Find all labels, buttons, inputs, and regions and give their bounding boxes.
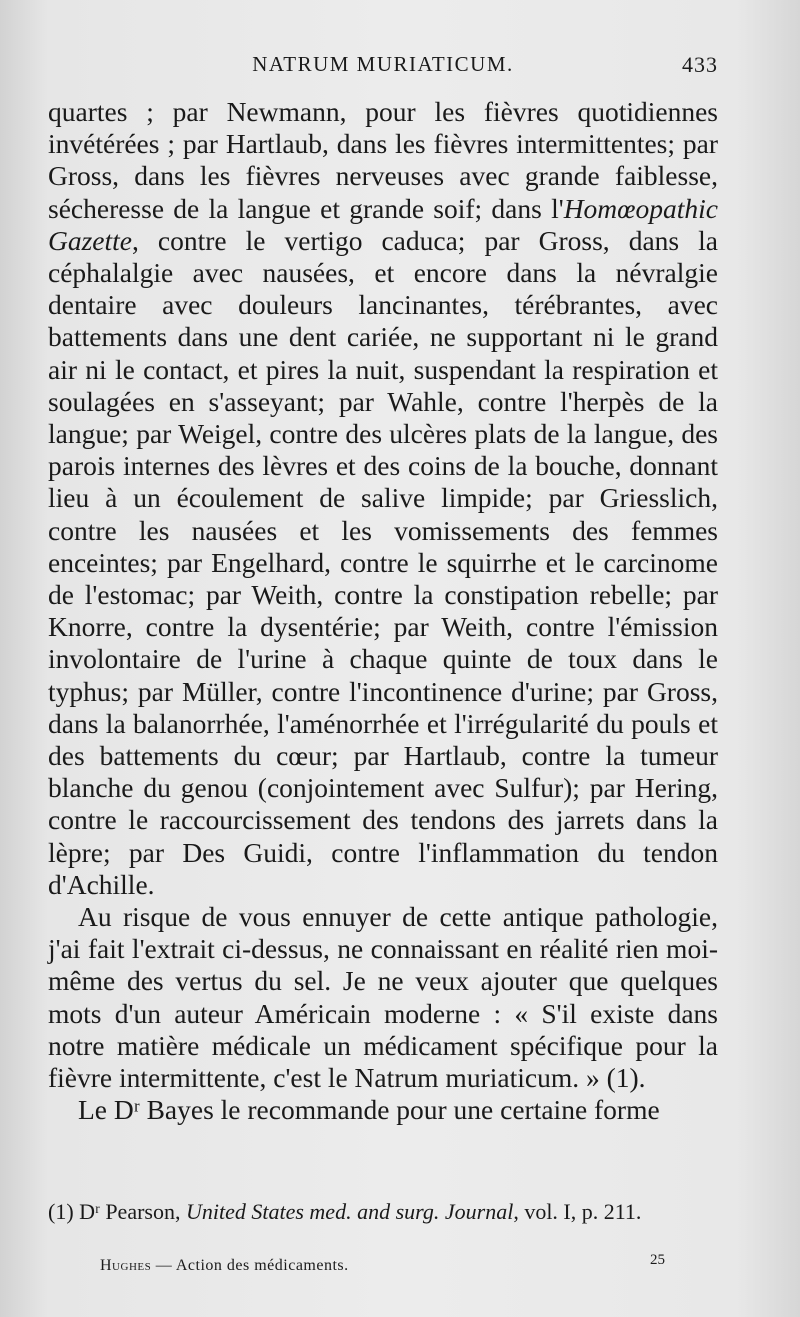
paragraph-1-text-b: , contre le vertigo caduca; par Gross, dans la céphalalgie avec nausées, et encore dans la névralgie dentaire avec douleurs lancinantes, térébrantes, avec battements dans une dent cariée, ne supportant ni le grand air ni le contact, et pires la nuit, suspendant la respiration et soulagées en s'asseyant; par Wahle, contre l'herpès de la langue; par Weigel, contre des ulcères plats de la langue, des parois internes des lèvres et des coins de la bouche, donnant lieu à un écoulement de salive limpide; par Griesslich, contre les nausées et les vomissements des femmes enceintes; par Engelhard, contre le squirrhe et le carcinome de l'estomac; par Weith, contre la constipation rebelle; par Knorre, contre la dysentérie; par Weith, contre l'émission involontaire de l'urine à chaque quinte de toux dans le typhus; par Müller, contre l'incontinence d'urine; par Gross, dans la balanorrhée, l'aménorrhée et l'irrégularité du pouls et des battements du cœur; par Hartlaub, contre la tumeur blanche du genou (conjointement avec Sulfur); par Hering, contre le raccourcissement des tendons des jarrets dans la lèpre; par Des Guidi, contre l'inflammation du tendon d'Achille. bbox=[48, 224, 718, 900]
journal-title: Homœopathic Gazette bbox=[48, 192, 718, 256]
paragraph-3: Le Dʳ Bayes le recommande pour une certaine forme bbox=[78, 1094, 660, 1126]
footnote-tail: , vol. I, p. 211. bbox=[513, 1199, 642, 1224]
signature-work: Action des médicaments. bbox=[175, 1257, 349, 1274]
sheet-number: 25 bbox=[650, 1252, 665, 1268]
signature-dash: — bbox=[151, 1257, 176, 1274]
paragraph-1-text-a: quartes ; par Newmann, pour les fièvres quotidiennes invétérées ; par Hartlaub, dans les fièvres intermittentes; par Gross, dans les fièvres nerveuses avec grande faiblesse, sécheresse de la langue et grande soif; dans l' bbox=[48, 96, 718, 224]
running-head bbox=[48, 52, 718, 84]
page-number: 433 bbox=[682, 52, 718, 77]
footnote-lead: (1) Dʳ Pearson, bbox=[48, 1199, 186, 1224]
body-text bbox=[48, 96, 718, 1127]
printer-signature bbox=[100, 1257, 349, 1275]
paragraph-1 bbox=[48, 96, 718, 901]
running-title: NATRUM MURIATICUM. bbox=[252, 52, 514, 76]
footnote-journal: United States med. and surg. Journal bbox=[185, 1199, 514, 1224]
paragraph-2: Au risque de vous ennuyer de cette antique pathologie, j'ai fait l'extrait ci-dessus, ne connaissant en réalité rien moi-même des vertus du sel. Je ne veux ajouter que quelques mots d'un auteur Américain moderne : « S'il existe dans notre matière médicale un médicament spécifique pour la fièvre intermittente, c'est le Natrum muriaticum. » (1). bbox=[48, 901, 718, 1094]
footnote bbox=[48, 1198, 718, 1226]
signature-author: Hughes bbox=[100, 1257, 152, 1274]
